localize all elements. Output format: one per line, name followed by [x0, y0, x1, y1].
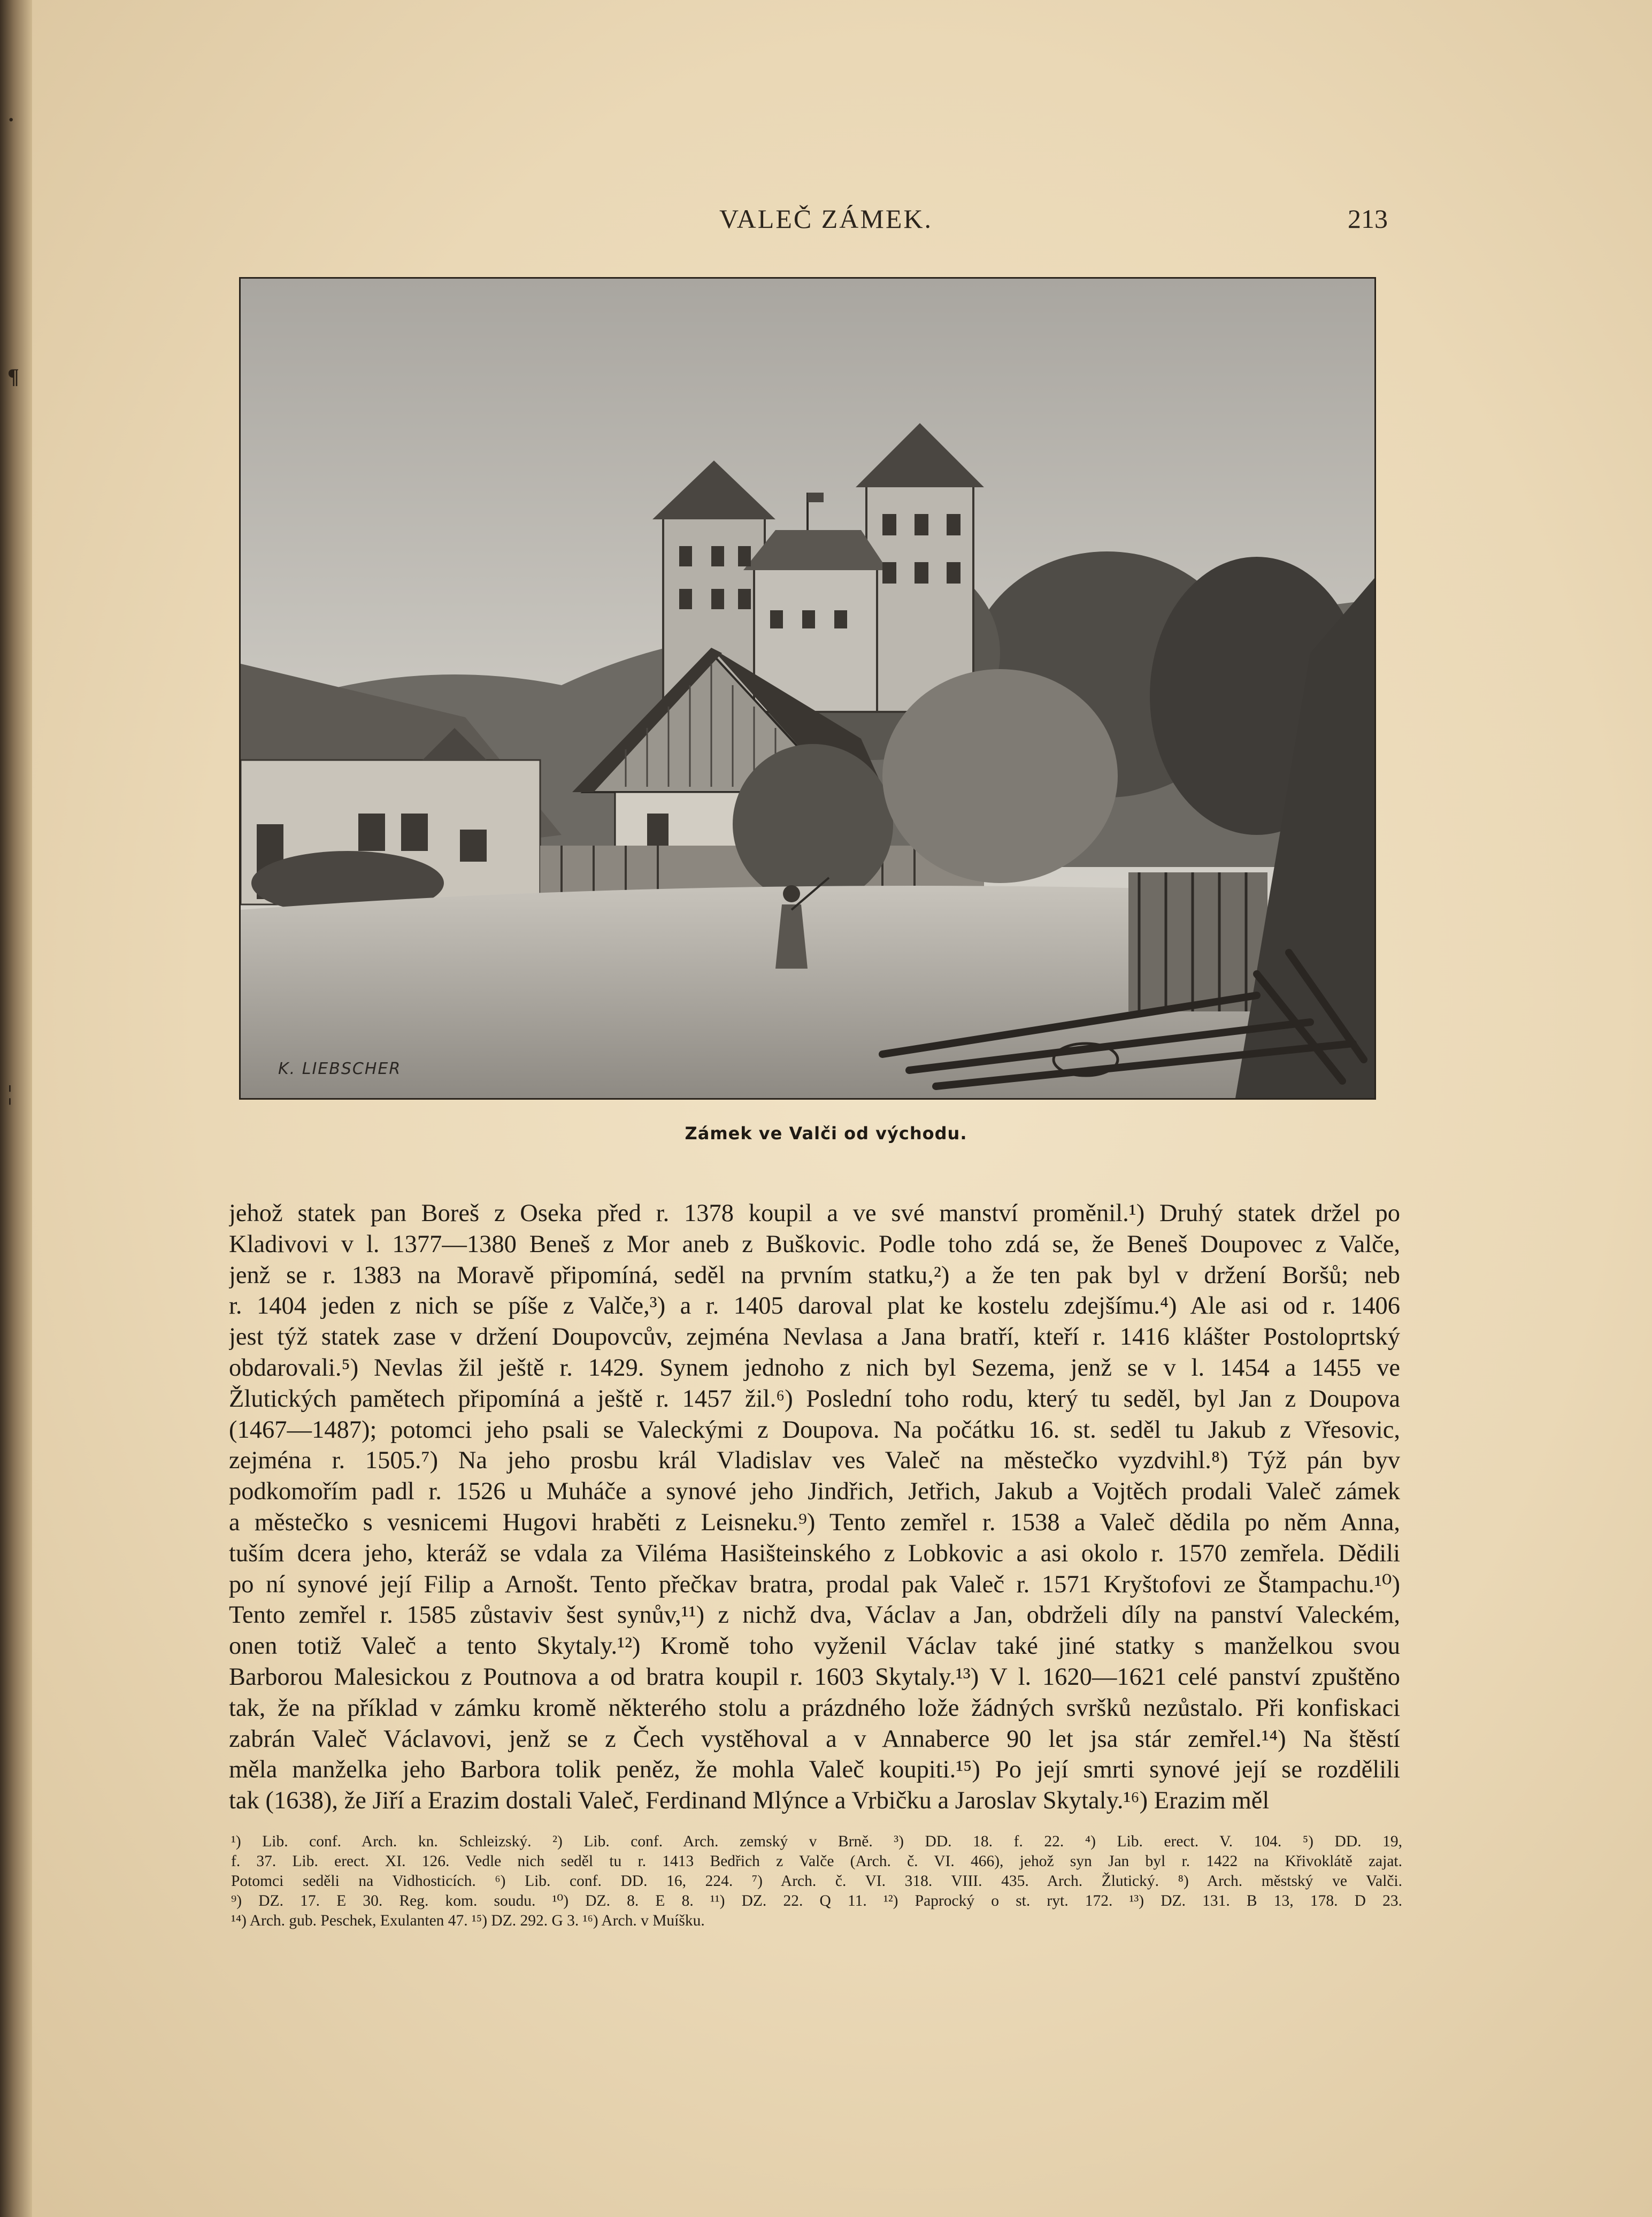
body-line: tak, že na příklad v zámku kromě některého stolu a prázdného lože žádných svršků nezůstalo. Při konfiskaci: [229, 1694, 1400, 1722]
body-line: onen totiž Valeč a tento Skytaly.¹²) Kromě toho vyženil Václav také jiné statky s manželkou svou: [229, 1632, 1400, 1660]
body-line: zejména r. 1505.⁷) Na jeho prosbu král Vladislav ves Valeč na městečko vyzdvihl.⁸) Týž pán byv: [229, 1447, 1400, 1475]
body-text: [229, 1198, 1400, 1816]
body-line: jehož statek pan Boreš z Oseka před r. 1378 koupil a ve své manství proměnil.¹) Druhý statek držel po: [229, 1200, 1400, 1227]
body-line: obdarovali.⁵) Nevlas žil ještě r. 1429. Synem jednoho z nich byl Sezema, jenž se v l. 1454 a 1455 ve: [229, 1354, 1400, 1382]
page-gutter: [0, 0, 32, 2217]
running-header-title: VALEČ ZÁMEK.: [719, 204, 933, 234]
gutter-mark: ¶: [7, 364, 19, 388]
castle-illustration: [239, 277, 1376, 1100]
footnote-line: f. 37. Lib. erect. XI. 126. Vedle nich seděl tu r. 1413 Bedřich z Valče (Arch. č. VI. 466), jehož syn Jan byl r. 1422 na Křivoklátě zajat.: [231, 1853, 1402, 1870]
body-line: a městečko s vesnicemi Hugovi hraběti z Leisneku.⁹) Tento zemřel r. 1538 a Valeč dědila po něm Anna,: [229, 1508, 1400, 1536]
body-line: (1467—1487); potomci jeho psali se Valeckými z Doupova. Na počátku 16. st. seděl tu Jakub z Vřesovic,: [229, 1416, 1400, 1444]
body-line: Kladivovi v l. 1377—1380 Beneš z Mor aneb z Buškovic. Podle toho zdá se, že Beneš Doupovec z Valče,: [229, 1230, 1400, 1258]
illustration-drawing: [241, 279, 1374, 1098]
body-line: Barborou Malesickou z Poutnova a od bratra koupil r. 1603 Skytaly.¹³) V l. 1620—1621 celé panství zpuštěno: [229, 1663, 1400, 1691]
body-line: zabrán Valeč Václavovi, jenž se z Čech vystěhoval a v Annaberce 90 let jsa stár zemřel.¹⁴) Na štěstí: [229, 1725, 1400, 1753]
gutter-mark: ·: [7, 108, 15, 132]
body-line: podkomořím padl r. 1526 u Muháče a synové jeho Jindřich, Jetřich, Jakub a Vojtěch prodali Valeč zámek: [229, 1478, 1400, 1506]
page-number: 213: [1348, 204, 1388, 234]
footnote-line: ¹⁴) Arch. gub. Peschek, Exulanten 47. ¹⁵) DZ. 292. G 3. ¹⁶) Arch. v Muíšku.: [231, 1912, 705, 1929]
body-line: měla manželka jeho Barbora tolik peněz, že mohla Valeč koupiti.¹⁵) Po její smrti synové její se rozdělili: [229, 1756, 1400, 1784]
body-line: r. 1404 jeden z nich se píše z Valče,³) a r. 1405 daroval plat ke kostelu zdejšímu.⁴) Ale asi od r. 1406: [229, 1292, 1400, 1320]
footnote-line: ⁹) DZ. 17. E 30. Reg. kom. soudu. ¹⁰) DZ. 8. E 8. ¹¹) DZ. 22. Q 11. ¹²) Paprocký o st. ryt. 172. ¹³) DZ. 131. B 13, 178. D 23.: [231, 1892, 1402, 1909]
body-line: jenž se r. 1383 na Moravě připomíná, seděl na prvním statku,²) a že ten pak byl v držení Boršů; neb: [229, 1261, 1400, 1289]
body-line: po ní synové její Filip a Arnošt. Tento přečkav bratra, prodal pak Valeč r. 1571 Kryštofovi ze Štampachu.¹⁰): [229, 1570, 1400, 1598]
footnote-line: ¹) Lib. conf. Arch. kn. Schleizský. ²) Lib. conf. Arch. zemský v Brně. ³) DD. 18. f. 22. ⁴) Lib. erect. V. 104. ⁵) DD. 19,: [231, 1833, 1402, 1850]
body-line: tak (1638), že Jiří a Erazim dostali Valeč, Ferdinand Mlýnce a Vrbičku a Jaroslav Skytaly.¹⁶) Erazim měl: [229, 1787, 1270, 1815]
body-line: jest týž statek zase v držení Doupovcův, zejména Nevlasa a Jana bratří, kteří r. 1416 klášter Postoloprtský: [229, 1323, 1400, 1351]
footnote-line: Potomci seděli na Vidhosticích. ⁶) Lib. conf. DD. 16, 224. ⁷) Arch. č. VI. 318. VIII. 435. Arch. Žlutický. ⁸) Arch. městský ve Valči.: [231, 1873, 1402, 1890]
body-line: Tento zemřel r. 1585 zůstaviv šest synův,¹¹) z nichž dva, Václav a Jan, obdrželi díly na panství Valeckém,: [229, 1601, 1400, 1629]
body-line: tuším dcera jeho, kteráž se vdala za Viléma Hasišteinského z Lobkovic a asi okolo r. 1570 zemřela. Dědili: [229, 1539, 1400, 1567]
footnotes: [231, 1832, 1402, 1931]
gutter-mark: ¦: [7, 1081, 12, 1105]
artist-signature: K. LIEBSCHER: [278, 1060, 402, 1078]
body-line: Žlutických pamětech připomíná a ještě r. 1457 žil.⁶) Poslední toho rodu, který tu seděl, byl Jan z Doupova: [229, 1385, 1400, 1413]
figure-caption: Zámek ve Valči od východu.: [685, 1123, 967, 1144]
